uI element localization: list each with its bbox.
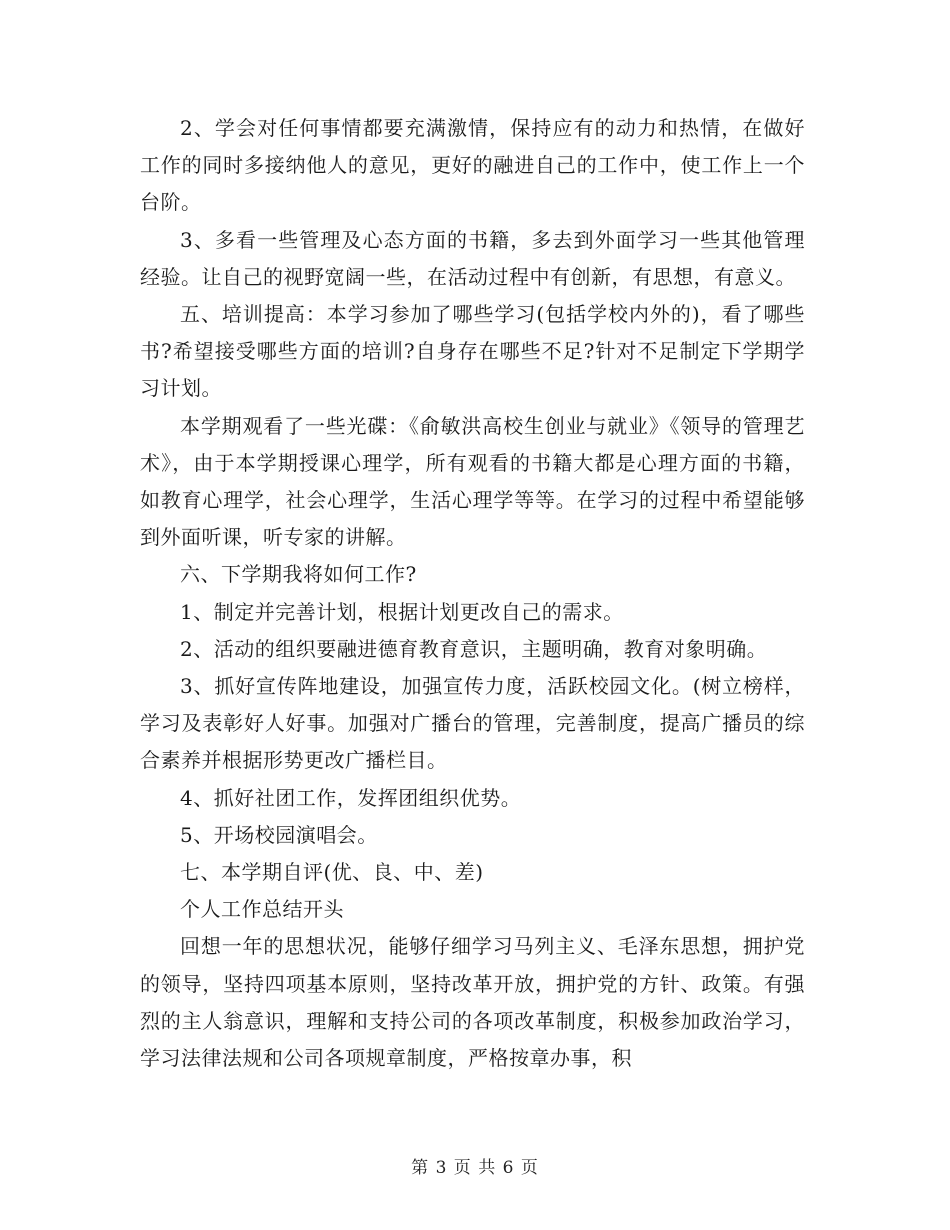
subtitle: 个人工作总结开头 — [180, 897, 344, 922]
list-item: 1、制定并完善计划，根据计划更改自己的需求。 — [180, 599, 624, 624]
page-number-footer: 第 3 页 共 6 页 — [411, 1158, 539, 1178]
section-heading: 七、本学期自评(优、良、中、差) — [180, 860, 484, 885]
list-item: 4、抓好社团工作，发挥团组织优势。 — [180, 785, 522, 810]
paragraph: 本学期观看了一些光碟：《俞敏洪高校生创业与就业》《领导的管理艺术》，由于本学期授课心理学，所有观看的书籍大都是心理方面的书籍，如教育心理学，社会心理学，生活心理学等等。在学习的过程中希望能够到外面听课，听专家的讲解。 — [140, 413, 805, 550]
paragraph: 回想一年的思想状况，能够仔细学习马列主义、毛泽东思想，拥护党的领导，坚持四项基本原则，坚持改革开放，拥护党的方针、政策。有强烈的主人翁意识，理解和支持公司的各项改革制度，积极参加政治学习，学习法律法规和公司各项规章制度，严格按章办事，积 — [140, 934, 805, 1071]
paragraph: 3、多看一些管理及心态方面的书籍，多去到外面学习一些其他管理经验。让自己的视野宽阔一些，在活动过程中有创新，有思想，有意义。 — [140, 227, 805, 289]
section-heading-paragraph: 五、培训提高：本学习参加了哪些学习(包括学校内外的)，看了哪些书?希望接受哪些方面的培训?自身存在哪些不足?针对不足制定下学期学习计划。 — [140, 302, 805, 401]
document-body — [140, 110, 805, 1077]
list-item: 5、开场校园演唱会。 — [180, 822, 378, 847]
section-heading: 六、下学期我将如何工作? — [180, 562, 417, 587]
paragraph: 2、学会对任何事情都要充满激情，保持应有的动力和热情，在做好工作的同时多接纳他人的意见，更好的融进自己的工作中，使工作上一个台阶。 — [140, 116, 805, 215]
list-item: 3、抓好宣传阵地建设，加强宣传力度，活跃校园文化。(树立榜样，学习及表彰好人好事。加强对广播台的管理，完善制度，提高广播员的综合素养并根据形势更改广播栏目。 — [140, 674, 805, 773]
list-item: 2、活动的组织要融进德育教育意识，主题明确，教育对象明确。 — [180, 636, 768, 661]
